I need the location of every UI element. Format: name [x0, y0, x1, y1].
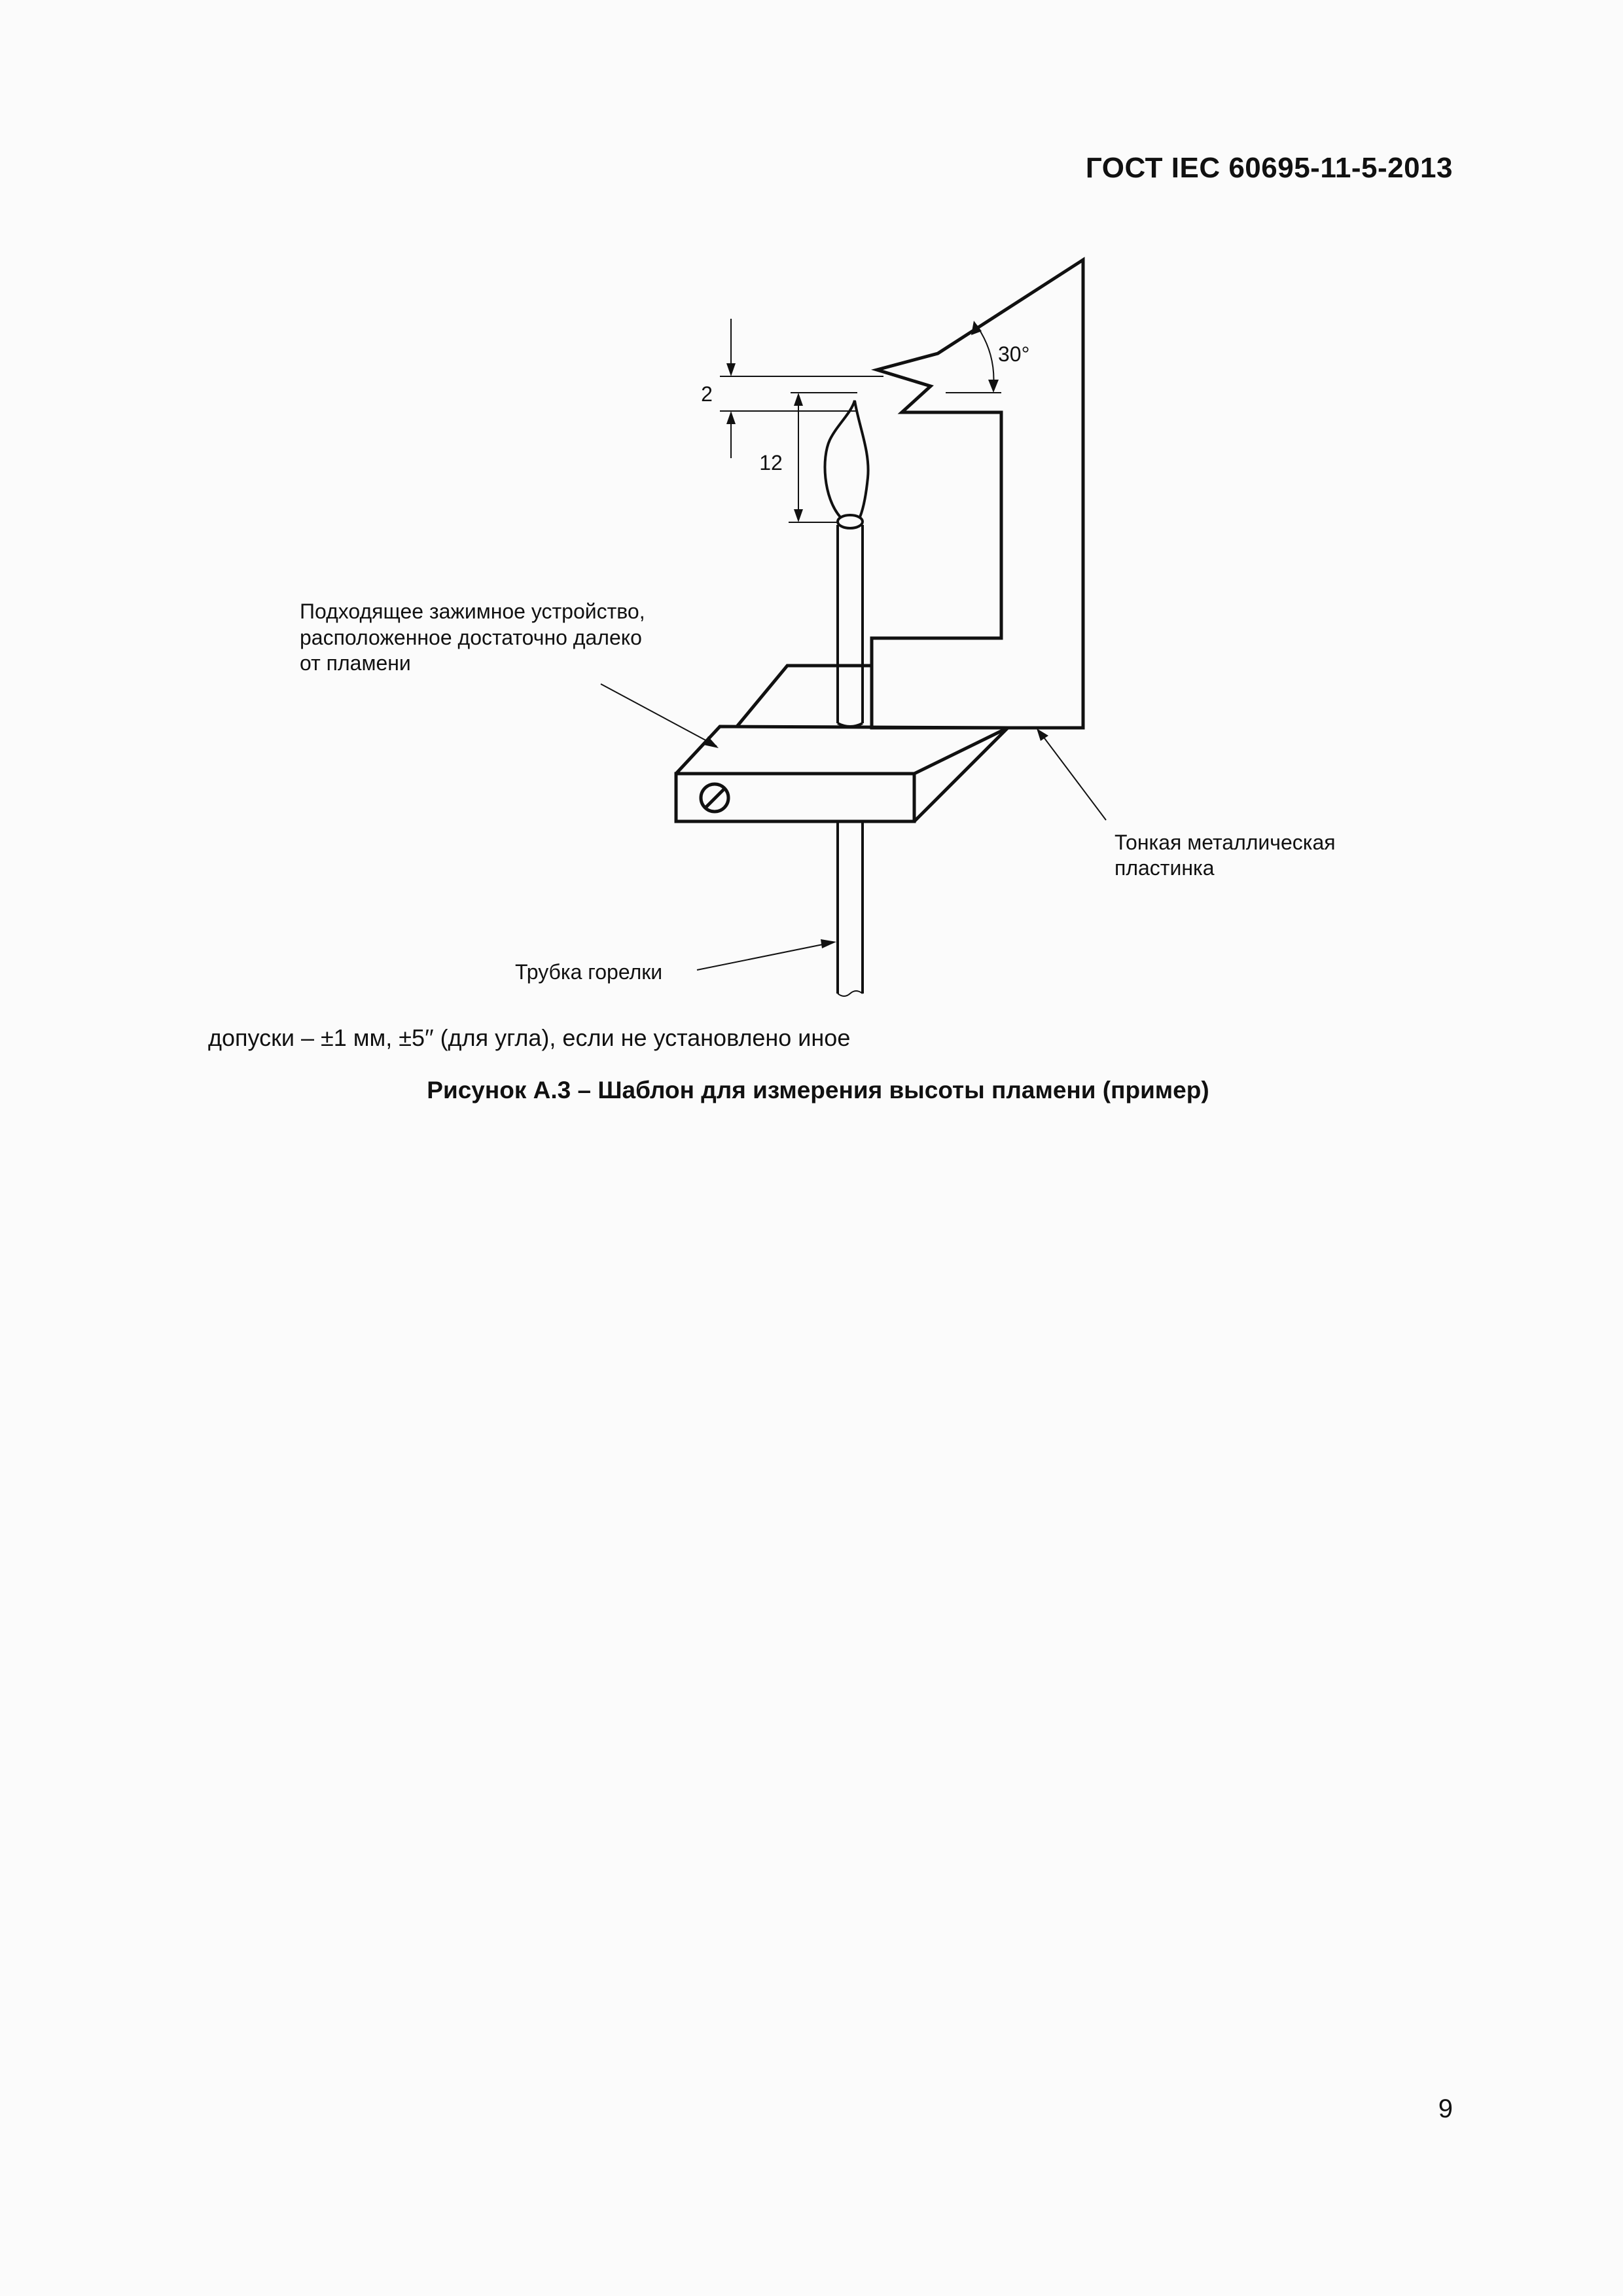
tolerance-note: допуски – ±1 мм, ±5′′ (для угла), если не установлено иное — [208, 1024, 851, 1051]
clamp-block-top — [676, 726, 1008, 774]
leader-clamp — [601, 684, 717, 746]
angle-label: 30° — [998, 342, 1030, 366]
document-code: ГОСТ IEC 60695-11-5-2013 — [1085, 152, 1453, 184]
clamp-block-side — [914, 728, 1008, 821]
tube-top-opening — [838, 515, 863, 528]
angle-arrow-bottom — [988, 380, 999, 393]
leader-plate — [1041, 733, 1106, 820]
dim-12-arrow-bottom — [794, 509, 803, 522]
clamp-block-front — [676, 774, 914, 821]
leader-tube — [697, 942, 832, 970]
angle-arc — [976, 325, 993, 387]
page-number: 9 — [1438, 2094, 1453, 2123]
label-clamp-line-1: Подходящее зажимное устройство, — [300, 600, 645, 623]
figure-drawing — [0, 0, 1623, 1021]
tube-upper-bottom — [838, 723, 863, 726]
tube-lower-end — [838, 991, 863, 996]
flame-height-template-figure — [0, 0, 1623, 1021]
dim-flame-height-label: 12 — [759, 451, 783, 475]
dim-2-arrow-top — [726, 363, 736, 376]
leader-plate-arrow — [1037, 728, 1048, 741]
leader-tube-arrow — [821, 939, 836, 948]
dim-12-arrow-top — [794, 393, 803, 406]
dim-2-arrow-bottom — [726, 411, 736, 424]
figure-caption: Рисунок А.3 – Шаблон для измерения высоты пламени (пример) — [427, 1077, 1209, 1103]
label-clamp-line-3: от пламени — [300, 651, 411, 675]
label-plate-line-1: Тонкая металлическая — [1115, 831, 1336, 854]
label-clamp-line-2: расположенное достаточно далеко — [300, 626, 642, 649]
screw-slot — [705, 789, 724, 808]
label-plate-line-2: пластинка — [1115, 856, 1215, 880]
flame-shape — [825, 401, 868, 517]
dim-gap-label: 2 — [701, 382, 713, 406]
clamp-bracket-top — [737, 666, 872, 726]
label-tube: Трубка горелки — [515, 960, 663, 984]
